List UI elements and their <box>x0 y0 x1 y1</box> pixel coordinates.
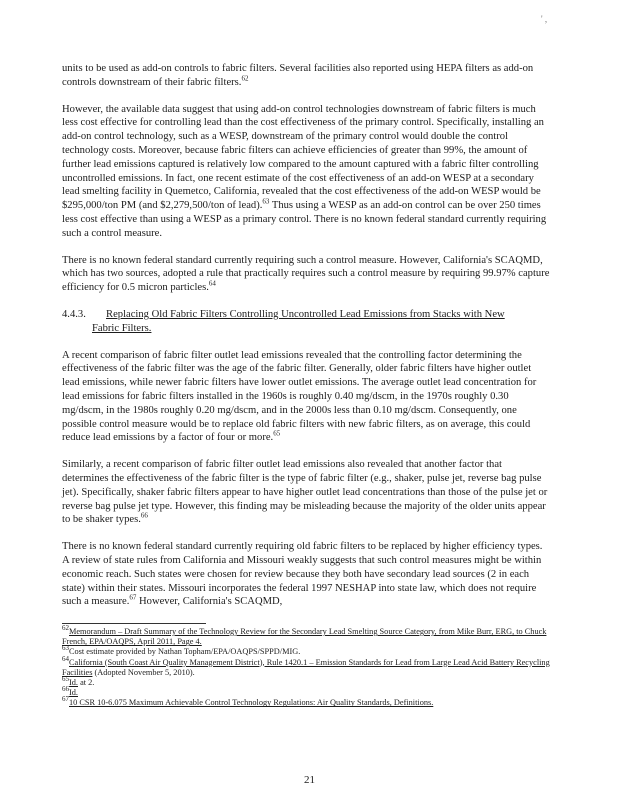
footnote-ref[interactable]: 62 <box>241 74 249 83</box>
footnotes <box>62 624 550 709</box>
section-title-line1: Replacing Old Fabric Filters Controlling Uncontrolled Lead Emissions from Stacks with New <box>106 308 505 320</box>
paragraph-filter-type: Similarly, a recent comparison of fabric filter outlet lead emissions also revealed that another factor that determines the effectiveness of the fabric filter is the type of fabric filter (e.g., shaker, pulse jet, reverse bag pulse jet). Specifically, shaker fabric filters appear to have higher outlet lead concentrations than those of the pulse jet or reverse bag pulse jet type. However, this finding may be misleading because the majority of the older units appear to be shaker types.$^{66}$ <box>62 459 548 526</box>
footnote-ref[interactable]: 66 <box>140 511 148 520</box>
footnote-ref[interactable]: 65 <box>273 429 281 438</box>
section-heading <box>62 308 550 336</box>
footnote-ref[interactable]: 67 <box>129 593 137 602</box>
corner-mark: ' , <box>541 14 548 24</box>
footnote-ref[interactable]: 64 <box>208 279 216 288</box>
body-text <box>62 62 550 622</box>
paragraph-hepa-filters: units to be used as add-on controls to fabric filters. Several facilities also reported using HEPA filters as add-on controls downstream of their fabric filters.$^{62}$ <box>62 63 534 88</box>
paragraph-add-on-cost: However, the available data suggest that using add-on control technologies downstream of fabric filters is much less cost effective for controlling lead than the cost effectiveness of the primary control. Specifically, installing an add-on control technology, such as a WESP, downstream of the primary control would double the control technology costs. Moreover, because fabric filters can achieve efficiencies of greater than 99%, the amount of further lead emissions captured is relatively low compared to the amount captured with a fabric filter controlling uncontrolled emissions. In fact, one recent estimate of the cost effectiveness of an add-on WESP at a secondary lead smelting facility in Quemetco, California, revealed that the cost effectiveness of the add-on WESP would be $295,000/ton PM (and $2,279,500/ton of lead).$^{63}$ Thus using a WESP as an add-on control can be over 250 times less cost effective than using a WESP as a primary control. There is no known federal standard currently requiring such a control measure. <box>62 103 547 239</box>
section-title-line2: Fabric Filters. <box>92 322 152 334</box>
footnote-ref[interactable]: 63 <box>262 197 270 206</box>
paragraph-filter-age: A recent comparison of fabric filter outlet lead emissions revealed that the controlling factor determining the effectiveness of the fabric filter was the age of the fabric filter. Generally, older fabric filters have higher outlet lead emissions, while newer fabric filters have lower outlet emissions. The average outlet lead concentration for lead emissions for fabric filters installed in the 1960s is roughly 0.40 mg/dscm, in the 1970s roughly 0.30 mg/dscm, in the 1980s roughly 0.20 mg/dscm, and in the 2000s less than 0.10 mg/dscm. Consequently, one possible control measure would be to replace old fabric filters with new fabric filters, as on average, this could reduce lead emissions by a factor of four or more.$^{65}$ <box>62 349 537 444</box>
footnote: $^{62}$Memorandum – Draft Summary of the Technology Review for the Secondary Lead Smelting Source Category, from Mike Burr, ERG, to Chuck French, EPA/OAQPS, April 2011, Page 4. <box>62 624 547 647</box>
footnote: $^{64}$California (South Coast Air Quality Management District), Rule 1420.1 – Emission Standards for Lead from Large Lead Acid Battery Recycling Facilities (Adopted November 5, 2010). <box>62 654 550 677</box>
paragraph-state-rules: There is no known federal standard currently requiring old fabric filters to be replaced by higher efficiency types. A review of state rules from California and Missouri weakly suggests that such control measures might be within economic reach. Such states were chosen for review because they both have secondary lead sources (2 in each state) within their states. Missouri incorporates the federal 1997 NESHAP into state law, which does not require such a measure.$^{67}$ However, California's SCAQMD, <box>62 541 543 608</box>
section-number: 4.4.3. <box>62 308 86 320</box>
footnote: $^{65}$Id. at 2. <box>62 675 95 688</box>
footnote: $^{67}$10 CSR 10-6.075 Maximum Achievable Control Technology Regulations: Air Quality Standards, Definitions. <box>62 695 434 708</box>
footnote: $^{66}$Id. <box>62 685 78 698</box>
page-number: 21 <box>304 774 315 786</box>
paragraph-scaqmd: There is no known federal standard currently requiring such a control measure. However, California's SCAQMD, which has two sources, adopted a rule that practically requires such a control measure by requiring 99.97% capture efficiency for 0.5 micron particles.$^{64}$ <box>62 254 550 294</box>
footnote-divider <box>62 623 206 624</box>
footnote: $^{63}$Cost estimate provided by Nathan Topham/EPA/OAQPS/SPPD/MIG. <box>62 644 301 657</box>
